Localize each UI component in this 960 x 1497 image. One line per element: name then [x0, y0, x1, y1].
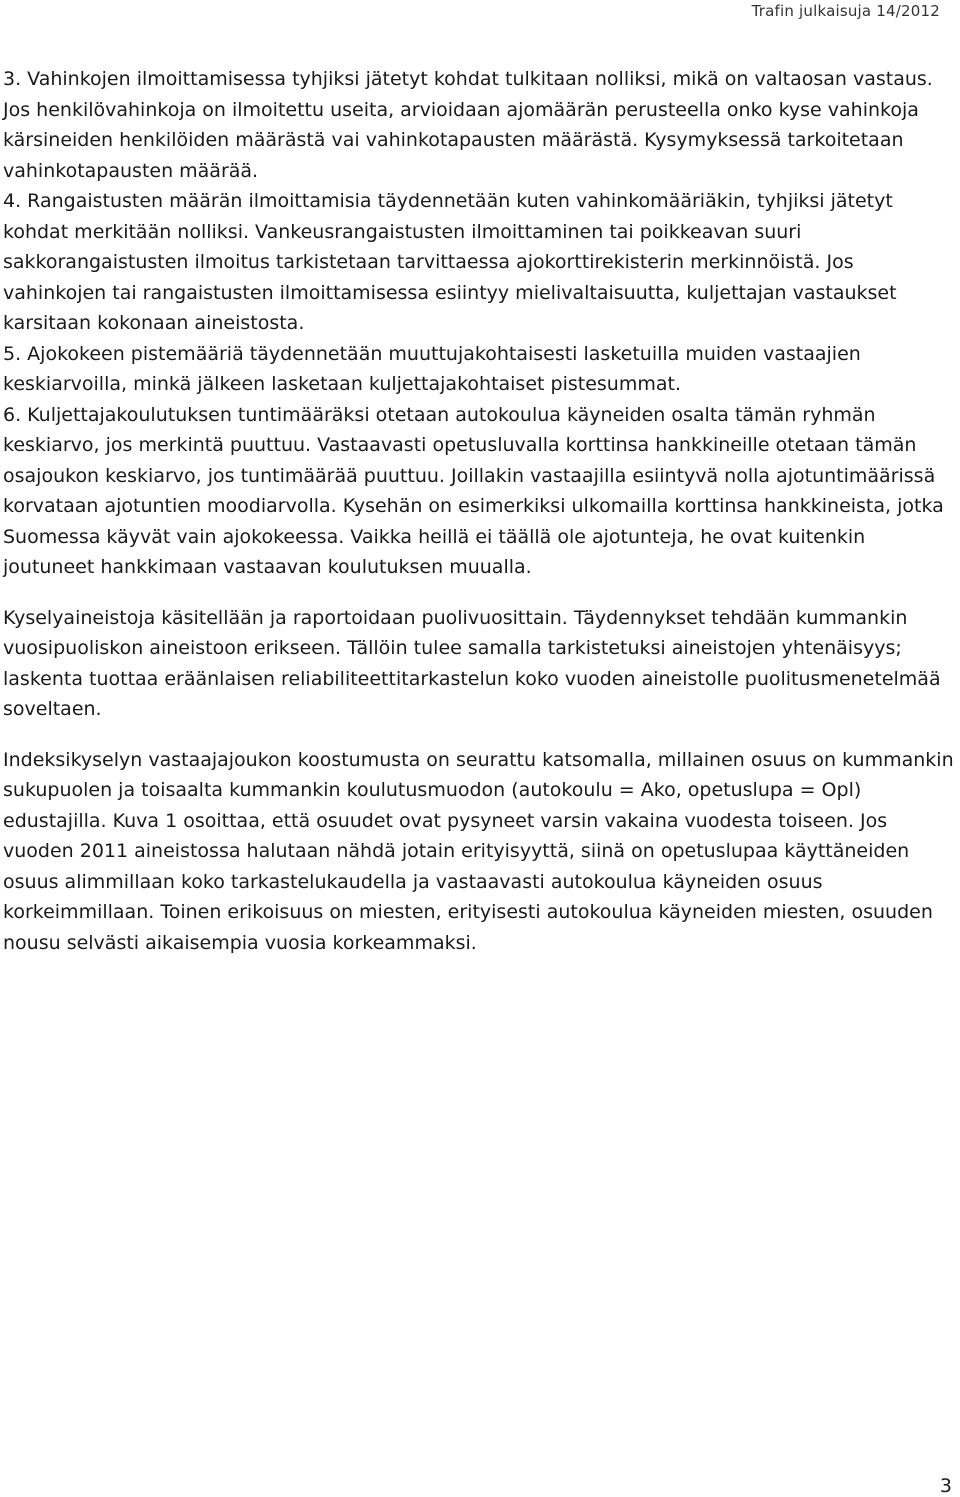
paragraph-respondent-composition: Indeksikyselyn vastaajajoukon koostumusta on seurattu katsomalla, millainen osuus on kummankin sukupuolen ja toisaalta kummankin koulutusmuodon (autokoulu = Ako, opetuslupa = Opl) edustajilla. Kuva 1 osoittaa, että osuudet ovat pysyneet varsin vakaina vuodesta toiseen. Jos vuoden 2011 aineistossa halutaan nähdä jotain erityisyyttä, siinä on opetuslupaa käyttäneiden osuus alimmillaan koko tarkastelukaudella ja vastaavasti autokoulua käyneiden osuus korkeimmillaan. Toinen erikoisuus on miesten, erityisesti autokoulua käyneiden miesten, osuuden nousu selvästi aikaisempia vuosia korkeammaksi. [3, 748, 954, 954]
running-header: Trafin julkaisuja 14/2012 [751, 2, 940, 20]
paragraph-item-5: 5. Ajokokeen pistemääriä täydennetään muuttujakohtaisesti lasketuilla muiden vastaajien keskiarvoilla, minkä jälkeen lasketaan kuljettajakohtaiset pistesummat. [3, 342, 861, 395]
paragraph-processing: Kyselyaineistoja käsitellään ja raportoidaan puolivuosittain. Täydennykset tehdään kummankin vuosipuoliskon aineistoon erikseen. Tällöin tulee samalla tarkistetuksi aineistojen yhtenäisyys; laskenta tuottaa eräänlaisen reliabiliteettitarkastelun koko vuoden aineistolle puolitusmenetelmää soveltaen. [3, 606, 941, 720]
paragraph-item-4: 4. Rangaistusten määrän ilmoittamisia täydennetään kuten vahinkomääriäkin, tyhjiksi jätetyt kohdat merkitään nolliksi. Vankeusrangaistusten ilmoittaminen tai poikkeavan suuri sakkorangaistusten ilmoitus tarkistetaan tarvittaessa ajokorttirekisterin merkinnöistä. Jos vahinkojen tai rangaistusten ilmoittamisessa esiintyy mielivaltaisuutta, kuljettajan vastaukset karsitaan kokonaan aineistosta. [3, 190, 897, 334]
page-number: 3 [939, 1475, 952, 1497]
body-text [3, 64, 957, 958]
paragraph-item-3: 3. Vahinkojen ilmoittamisessa tyhjiksi jätetyt kohdat tulkitaan nolliksi, mikä on valtaosan vastaus. Jos henkilövahinkoja on ilmoitettu useita, arvioidaan ajomäärän perusteella onko kyse vahinkoja kärsineiden henkilöiden määrästä vai vahinkotapausten määrästä. Kysymyksessä tarkoitetaan vahinkotapausten määrää. [3, 68, 933, 182]
paragraph-item-6: 6. Kuljettajakoulutuksen tuntimääräksi otetaan autokoulua käyneiden osalta tämän ryhmän keskiarvo, jos merkintä puuttuu. Vastaavasti opetusluvalla korttinsa hankkineille otetaan tämän osajoukon keskiarvo, jos tuntimäärää puuttuu. Joillakin vastaajilla esiintyvä nolla ajotuntimäärissä korvataan ajotuntien moodiarvolla. Kysehän on esimerkiksi ulkomailla korttinsa hankkineista, jotka Suomessa käyvät vain ajokokeessa. Vaikka heillä ei täällä ole ajotunteja, he ovat kuitenkin joutuneet hankkimaan vastaavan koulutuksen muualla. [3, 403, 944, 578]
